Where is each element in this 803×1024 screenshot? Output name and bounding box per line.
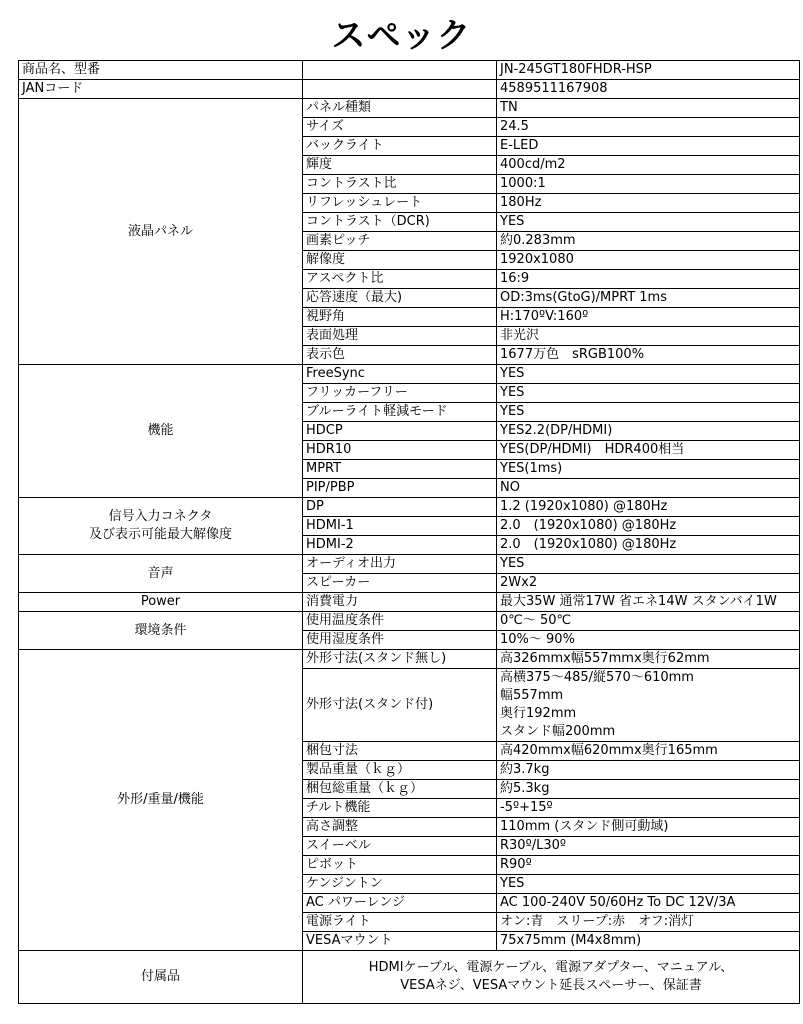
spec-value [497,441,800,460]
spec-value-line: YES [500,404,525,419]
spec-label: 画素ピッチ [303,232,497,251]
spec-value-line: -5º+15º [500,800,553,815]
empty-cell [303,61,497,80]
spec-value-line: TN [500,100,518,115]
table-row [19,498,800,517]
spec-label: 輝度 [303,156,497,175]
spec-label: 外形寸法(スタンド付) [303,669,497,742]
spec-value [497,232,800,251]
spec-value-line: 75x75mm (M4x8mm) [500,933,642,948]
category-label: 信号入力コネクタ [108,509,213,524]
spec-value-line: 幅557mm [500,688,564,703]
spec-value [497,403,800,422]
category-label: 環境条件 [134,622,187,638]
spec-value [497,517,800,536]
spec-value-line: 110mm (スタンド側可動域) [500,819,669,834]
spec-value-line: E-LED [500,138,539,153]
category-cell [19,99,303,365]
spec-label: 解像度 [303,251,497,270]
spec-value [497,175,800,194]
spec-label: 視野角 [303,308,497,327]
accessories-line: VESAネジ、VESAマウント延長スペーサー、保証書 [400,978,702,993]
spec-value-line: 約3.7kg [500,762,550,777]
spec-value-line: 1.2 (1920x1080) @180Hz [500,499,668,514]
spec-value [497,308,800,327]
spec-value [497,99,800,118]
spec-label: チルト機能 [303,799,497,818]
spec-value [497,422,800,441]
spec-label: 応答速度（最大) [303,289,497,308]
spec-value-line: オン:青 スリープ:赤 オフ:消灯 [500,914,695,929]
spec-value [497,365,800,384]
spec-value-line: 2.0 (1920x1080) @180Hz [500,537,677,552]
spec-value [497,574,800,593]
row-label: 商品名、型番 [19,61,303,80]
spec-value-line: YES(1ms) [500,461,563,476]
spec-value-line: スタンド幅200mm [500,724,616,739]
spec-value [497,289,800,308]
spec-label: 製品重量（ｋｇ） [303,761,497,780]
category-cell [19,498,303,555]
spec-table-body [19,61,800,1004]
category-label: 及び表示可能最大解像度 [88,527,232,542]
spec-value [497,932,800,951]
spec-label: 高さ調整 [303,818,497,837]
table-row [19,61,800,80]
spec-value-line: 24.5 [500,119,529,134]
spec-value [497,460,800,479]
spec-label: PIP/PBP [303,479,497,498]
spec-value [497,856,800,875]
spec-value-line: YES [500,876,525,891]
spec-value [497,650,800,669]
category-cell [19,365,303,498]
spec-value-line: 約5.3kg [500,781,550,796]
spec-label: 外形寸法(スタンド無し) [303,650,497,669]
spec-value-line: 180Hz [500,195,542,210]
spec-value-line: 高326mmx幅557mmx奥行62mm [500,651,710,666]
category-label: 機能 [147,423,174,438]
spec-value-line: 1000:1 [500,176,546,191]
spec-value-line: 高横375～485/縦570～610mm [500,670,694,685]
spec-value [497,118,800,137]
spec-value-line: YES2.2(DP/HDMI) [500,423,613,438]
spec-label: バックライト [303,137,497,156]
spec-value [497,742,800,761]
category-cell [19,650,303,951]
empty-cell [303,80,497,99]
spec-value [497,156,800,175]
spec-value [497,327,800,346]
spec-label: 梱包寸法 [303,742,497,761]
spec-value-line: YES [500,385,525,400]
table-row [19,365,800,384]
spec-value [497,894,800,913]
row-value: 4589511167908 [497,80,800,99]
spec-value-line: 最大35W 通常17W 省エネ14W スタンバイ1W [500,594,777,609]
spec-value-line: 非光沢 [500,328,540,343]
spec-value [497,251,800,270]
spec-value [497,593,800,612]
spec-label: HDCP [303,422,497,441]
table-row [19,555,800,574]
spec-value-line: YES [500,366,525,381]
spec-label: HDR10 [303,441,497,460]
spec-value-line: 10%～ 90% [500,632,575,647]
spec-value-line: AC 100-240V 50/60Hz To DC 12V/3A [500,895,736,910]
table-row [19,612,800,631]
spec-value-line: YES [500,556,525,571]
spec-value-line: OD:3ms(GtoG)/MPRT 1ms [500,290,667,305]
spec-label: DP [303,498,497,517]
category-label: 外形/重量/機能 [117,792,204,807]
category-label: 音声 [147,565,174,581]
spec-label: スイーベル [303,837,497,856]
spec-value [497,631,800,650]
spec-label: コントラスト比 [303,175,497,194]
spec-label: サイズ [303,118,497,137]
spec-value-line: R30º/L30º [500,838,566,853]
spec-value-line: NO [500,480,520,495]
spec-label: ブルーライト軽減モード [303,403,497,422]
category-label: Power [140,594,181,609]
table-row [19,593,800,612]
spec-label: HDMI-2 [303,536,497,555]
spec-label: FreeSync [303,365,497,384]
spec-label: VESAマウント [303,932,497,951]
spec-label: 使用湿度条件 [303,631,497,650]
spec-value [497,799,800,818]
page-title: スペック [331,16,472,56]
spec-value [497,536,800,555]
spec-label: 電源ライト [303,913,497,932]
spec-value-line: 16:9 [500,271,530,286]
spec-value [497,875,800,894]
spec-value [497,761,800,780]
spec-value [497,669,800,742]
spec-value [497,913,800,932]
spec-label: HDMI-1 [303,517,497,536]
spec-label: 消費電力 [303,593,497,612]
table-row [19,99,800,118]
category-cell [19,612,303,650]
spec-value-line: 奥行192mm [500,706,577,721]
spec-value-line: 400cd/m2 [500,157,566,172]
spec-value-line: YES(DP/HDMI) HDR400相当 [500,442,685,457]
spec-value [497,818,800,837]
spec-value-line: 0℃～ 50℃ [500,613,572,628]
spec-label: リフレッシュレート [303,194,497,213]
spec-value [497,194,800,213]
table-row [19,80,800,99]
spec-value-line: 2Wx2 [500,575,538,590]
spec-label: フリッカーフリー [303,384,497,403]
category-cell [19,593,303,612]
spec-value-line: 高420mmx幅620mmx奥行165mm [500,743,718,758]
accessories-line: HDMIケーブル、電源ケーブル、電源アダプター、マニュアル、 [368,960,734,975]
spec-value [497,479,800,498]
spec-label: AC パワーレンジ [303,894,497,913]
spec-label: MPRT [303,460,497,479]
spec-value [497,137,800,156]
spec-value-line: 約0.283mm [500,233,576,248]
spec-value-line: H:170ºV:160º [500,309,589,324]
spec-label: コントラスト（DCR) [303,213,497,232]
category-cell [19,555,303,593]
spec-value [497,498,800,517]
spec-value [497,555,800,574]
spec-value-line: 2.0 (1920x1080) @180Hz [500,518,677,533]
row-label: JANコード [19,80,303,99]
spec-value [497,213,800,232]
spec-label: ピボット [303,856,497,875]
spec-label: 使用温度条件 [303,612,497,631]
accessories-value [303,951,800,1004]
spec-label: 表面処理 [303,327,497,346]
spec-value [497,780,800,799]
accessories-label: 付属品 [19,951,303,1004]
spec-label: パネル種類 [303,99,497,118]
spec-label: アスペクト比 [303,270,497,289]
spec-label: 表示色 [303,346,497,365]
spec-label: 梱包総重量（ｋｇ） [303,780,497,799]
table-row [19,650,800,669]
spec-table [18,60,800,1004]
spec-value-line: R90º [500,857,532,872]
spec-value [497,346,800,365]
spec-value-line: 1677万色 sRGB100% [500,347,645,362]
category-label: 液晶パネル [127,223,193,239]
spec-value-line: 1920x1080 [500,252,574,267]
spec-value [497,612,800,631]
row-value: JN-245GT180FHDR-HSP [497,61,800,80]
spec-value-line: YES [500,214,525,229]
spec-value [497,384,800,403]
spec-label: スピーカー [303,574,497,593]
spec-value [497,837,800,856]
table-row [19,951,800,1004]
spec-value [497,270,800,289]
spec-label: ケンジントン [303,875,497,894]
spec-label: オーディオ出力 [303,555,497,574]
